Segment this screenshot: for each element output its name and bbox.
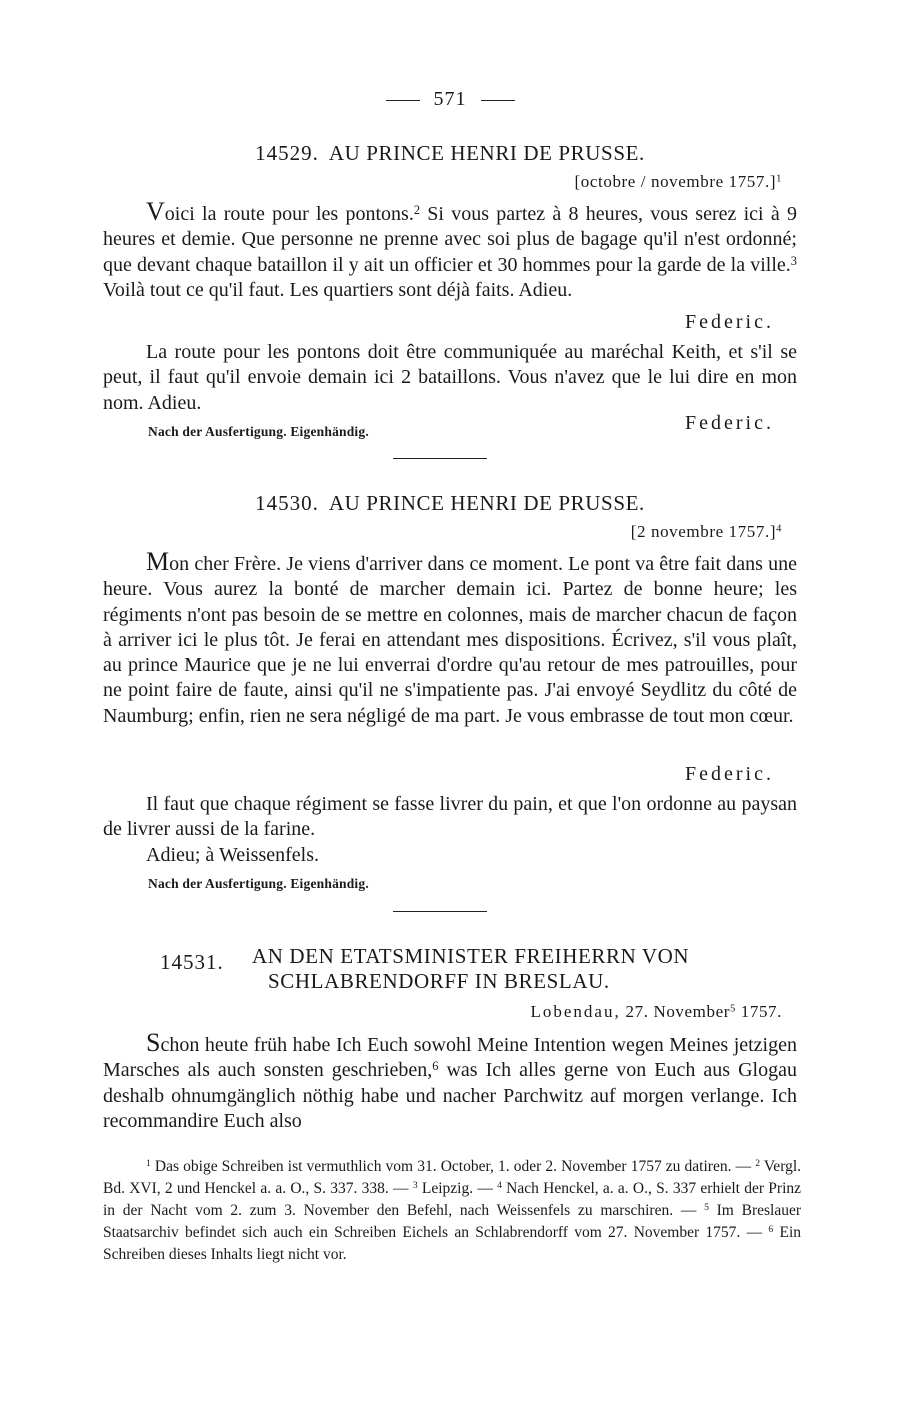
page-number-text: 571 — [433, 88, 467, 110]
footnote-mark: 6 — [768, 1224, 774, 1236]
signature: Federic. — [685, 763, 774, 785]
letter-date: Lobendau, 27. November$^5$ 1757. — [530, 1002, 782, 1021]
footnote-ref: 4 — [776, 523, 782, 535]
footnote-ref: 6 — [432, 1059, 439, 1074]
letter-paragraph: La route pour les pontons doit être communiquée au maréchal Keith, et s'il se peut, il faut qu'il envoie demain ici 2 bataillons. Vous n'avez que le lui dire en mon nom. Adieu. — [103, 341, 797, 414]
footnote-mark: 4 — [497, 1180, 502, 1192]
letter-heading-14530 — [0, 491, 900, 516]
source-note: Nach der Ausfertigung. Eigenhändig. — [148, 424, 369, 439]
letter-paragraph: Voici la route pour les pontons.$^2$ Si vous partez à 8 heures, vous serez ici à 9 heures et demie. Que personne ne prenne avec soi plus de bagage qu'il n'est ordonné; que devant chaque bataillon il y ait un officier et 30 hommes pour la garde de la ville.$^3$ Voilà tout ce qu'il faut. Les quartiers sont déjà faits. Adieu. — [103, 197, 798, 301]
letter-number: 14529. — [255, 141, 319, 165]
footnote-ref: 2 — [413, 202, 421, 217]
footnote-2: Vergl. Bd. XVI, 2 und Henckel a. a. O., S. 337. 338. — — [103, 1158, 802, 1197]
page-number — [0, 88, 900, 111]
letter-paragraph: Schon heute früh habe Ich Euch sowohl Meine Intention wegen Meines jetzigen Marsches als auch sonsten geschrieben,$^6$ was Ich alles gerne von Euch aus Glogau deshalb ohnumgänglich nöthig habe und nacher Parchwitz auf morgen verlange. Ich recommandire Euch also — [103, 1028, 797, 1132]
letter-title: AU PRINCE HENRI DE PRUSSE. — [328, 491, 645, 515]
footnotes — [103, 1156, 801, 1266]
letter-heading-14529 — [0, 141, 900, 166]
footnote-ref: 1 — [776, 173, 782, 185]
letter-paragraph: Adieu; à Weissenfels. — [146, 844, 319, 866]
letter-number: 14531. — [160, 950, 224, 974]
date-place: Lobendau, — [530, 1002, 621, 1021]
letter-paragraph: Mon cher Frère. Je viens d'arriver dans ce moment. Le pont va être fait dans une heure. Vous aurez la bonté de marcher demain ici. Partez de bonne heure; les régiments n'ont pas besoin de se mettre en colonnes, mais de marcher chacun de façon à arriver ici le plus tôt. Je ferai en attendant mes dispositions. Écrivez, s'il vous plaît, au prince Maurice que je ne lui enverrai d'ordre qu'au retour de mes patrouilles, pour ne point faire de faute, ainsi qu'il ne s'impatiente pas. J'ai envoyé Seydlitz du côté de Naumburg; enfin, rien ne sera négligé de ma part. Je vous embrasse de tout mon cœur. — [103, 547, 797, 727]
footnote-3: Leipzig. — — [417, 1180, 498, 1197]
footnote-4: Nach Henckel, a. a. O., S. 337 erhielt der Prinz in der Nacht vom 2. zum 3. November den Befehl, nach Weissenfels zu marschiren. — — [103, 1180, 802, 1219]
footnote-mark: 5 — [704, 1202, 709, 1214]
letter-date: [octobre / novembre 1757.]$^1$ — [574, 172, 782, 191]
page-number-dash-left — [386, 100, 420, 101]
letter-title-line-2: SCHLABRENDORFF IN BRESLAU. — [268, 969, 610, 993]
footnote-ref: 3 — [790, 253, 797, 268]
letter-number: 14530. — [255, 491, 319, 515]
footnote-mark: 1 — [146, 1158, 151, 1170]
footnote-1: Das obige Schreiben ist vermuthlich vom 31. October, 1. oder 2. November 1757 zu datiren. — — [150, 1158, 756, 1175]
footnote-mark: 2 — [755, 1158, 760, 1170]
letter-date: [2 novembre 1757.]$^4$ — [630, 522, 782, 541]
section-divider — [393, 458, 487, 459]
letter-paragraph: Il faut que chaque régiment se fasse livrer du pain, et que l'on ordonne au paysan de livrer aussi de la farine. — [103, 793, 797, 841]
footnote-ref: 5 — [730, 1003, 736, 1015]
signature: Federic. — [685, 412, 774, 434]
signature: Federic. — [685, 311, 774, 333]
section-divider — [393, 911, 487, 912]
footnote-5: Im Breslauer Staatsarchiv befindet sich auch ein Schreiben Eichels an Schlabrendorff vom 27. November 1757. — — [103, 1202, 801, 1241]
source-note: Nach der Ausfertigung. Eigenhändig. — [148, 876, 369, 891]
footnote-6: Ein Schreiben dieses Inhalts liegt nicht vor. — [103, 1224, 802, 1263]
letter-title-line-1: AN DEN ETATSMINISTER FREIHERRN VON — [252, 944, 690, 968]
page-number-dash-right — [481, 100, 515, 101]
letter-title: AU PRINCE HENRI DE PRUSSE. — [328, 141, 645, 165]
footnote-mark: 3 — [412, 1180, 418, 1192]
